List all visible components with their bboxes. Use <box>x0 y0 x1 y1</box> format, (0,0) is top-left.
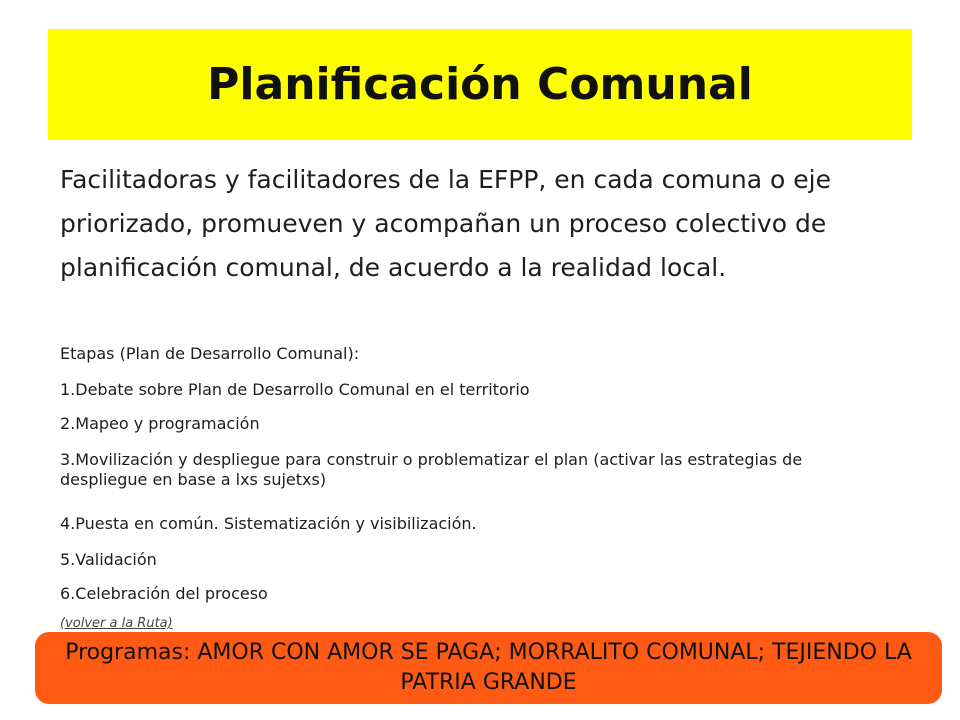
stage-item-4: 4.Puesta en común. Sistematización y visibilización. <box>60 514 477 533</box>
lead-paragraph: Facilitadoras y facilitadores de la EFPP, en cada comuna o eje priorizado, promueven y acompañan un proceso colectivo de planificación comunal, de acuerdo a la realidad local. <box>60 165 831 282</box>
programs-banner <box>35 632 942 704</box>
stages-heading: Etapas (Plan de Desarrollo Comunal): <box>60 344 360 363</box>
slide-title: Planificación Comunal <box>207 59 753 110</box>
stage-item-5: 5.Validación <box>60 550 157 569</box>
programs-text: Programas: AMOR CON AMOR SE PAGA; MORRALITO COMUNAL; TEJIENDO LA PATRIA GRANDE <box>65 640 912 695</box>
title-bar <box>48 29 912 140</box>
stage-item-6: 6.Celebración del proceso <box>60 584 268 603</box>
back-to-route-link[interactable]: (volver a la Ruta) <box>60 616 173 631</box>
slide-body <box>60 158 860 631</box>
stage-item-3: 3.Movilización y despliegue para construir o problematizar el plan (activar las estrategias de despliegue en base a lxs sujetxs) <box>60 450 803 489</box>
stage-item-2: 2.Mapeo y programación <box>60 414 260 433</box>
stage-item-1: 1.Debate sobre Plan de Desarrollo Comunal en el territorio <box>60 380 530 399</box>
